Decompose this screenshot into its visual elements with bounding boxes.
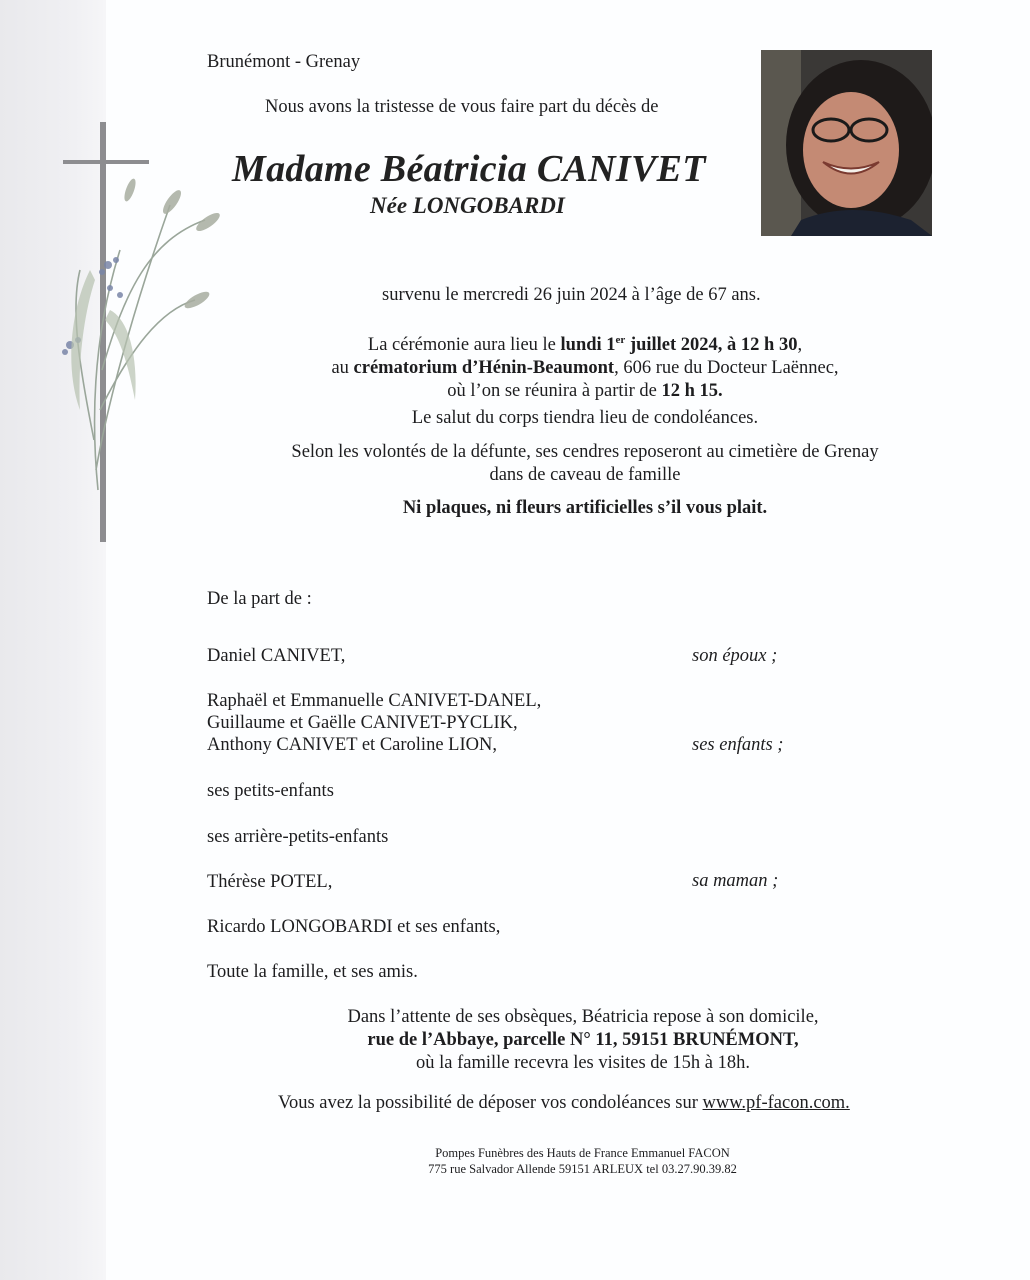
family-name: Guillaume et Gaëlle CANIVET-PYCLIK, [207,713,518,733]
family-group-brother [207,916,500,938]
rest-line-2: rue de l’Abbaye, parcelle N° 11, 59151 BRUNÉMONT, [367,1030,799,1050]
family-name: Anthony CANIVET et Caroline LION, [207,735,497,755]
ceremony-day: lundi 1er juillet 2024, à 12 h 30 [560,334,798,356]
family-group-all [207,961,418,983]
family-group-mother [207,871,332,893]
locality: Brunémont - Grenay [207,52,361,72]
ceremony-line [260,329,910,357]
online-condolences [278,1092,850,1115]
online-text: Vous avez la possibilité de déposer vos condoléances sur [278,1093,703,1113]
family-name: Toute la famille, et ses amis. [207,962,418,982]
deceased-name: Madame Béatricia CANIVET [232,148,706,190]
ashes-line-2: dans de caveau de famille [489,465,681,485]
funeral-home-footer [300,1145,865,1177]
location-line: au crématorium d’Hénin-Beaumont, 606 rue du Docteur Laënnec, [331,358,839,379]
maiden-name: Née LONGOBARDI [370,193,565,218]
family-name: ses petits-enfants [207,781,334,801]
relation-spouse: son époux ; [692,646,778,666]
family-name: Raphaël et Emmanuelle CANIVET-DANEL, [207,691,542,711]
ceremony-pre: La cérémonie aura lieu le [367,335,561,356]
rest-block [258,1006,908,1075]
family-group-grandchildren [207,780,334,802]
family-group-children [207,690,541,756]
ceremony-end: , [797,335,803,356]
family-group-great-grandchildren [207,826,388,848]
portrait-photo [761,50,932,236]
family-group-spouse [207,645,345,667]
rest-line-3: où la famille recevra les visites de 15h à 18h. [416,1053,750,1073]
no-flowers-line: Ni plaques, ni fleurs artificielles s’il vous plait. [402,498,768,518]
ceremony-block [260,329,910,403]
family-name: Thérèse POTEL, [207,872,333,892]
website-link[interactable]: www.pf-facon.com. [702,1093,850,1113]
crematorium-name: crématorium d’Hénin-Beaumont [353,358,615,379]
from-label: De la part de : [207,589,312,609]
ashes-line-1: Selon les volontés de la défunte, ses cendres reposeront au cimetière de Grenay [291,442,879,462]
relation-children: ses enfants ; [692,735,784,755]
family-name: ses arrière-petits-enfants [207,827,389,847]
footer-line-1: Pompes Funèbres des Hauts de France Emmanuel FACON [435,1146,730,1160]
ashes-block [260,441,910,487]
family-name: Daniel CANIVET, [207,646,346,666]
relation-mother: sa maman ; [692,871,779,891]
cross-wheat-icon [50,110,250,560]
gathering-line: où l’on se réunira à partir de 12 h 15. [447,381,723,402]
footer-line-2: 775 rue Salvador Allende 59151 ARLEUX tel 03.27.90.39.82 [428,1162,737,1176]
condolences-line: Le salut du corps tiendra lieu de condoléances. [411,408,759,428]
intro-line: Nous avons la tristesse de vous faire part du décès de [265,97,659,117]
rest-line-1: Dans l’attente de ses obsèques, Béatricia repose à son domicile, [347,1007,819,1027]
gathering-time: 12 h 15. [661,381,723,402]
family-name: Ricardo LONGOBARDI et ses enfants, [207,917,501,937]
death-line: survenu le mercredi 26 juin 2024 à l’âge de 67 ans. [382,285,761,305]
